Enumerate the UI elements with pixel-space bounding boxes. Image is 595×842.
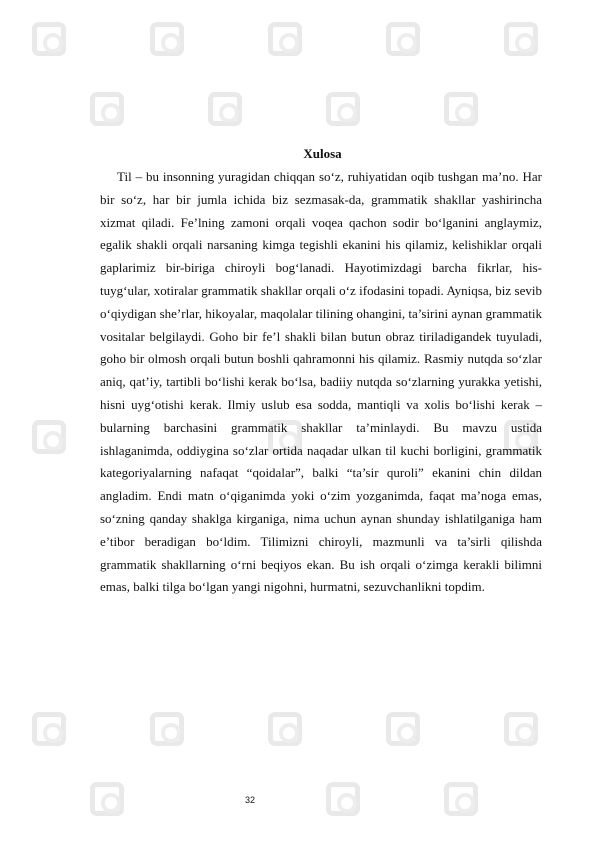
- watermark-logo-icon: [90, 782, 124, 816]
- watermark-logo-icon: [268, 22, 302, 56]
- watermark-logo-icon: [326, 782, 360, 816]
- watermark-logo-icon: [208, 92, 242, 126]
- document-title: Xulosa: [303, 146, 342, 161]
- watermark-logo-icon: [386, 712, 420, 746]
- body-paragraph: Til – bu insonning yuragidan chiqqan so‘z, ruhiyatidan oqib tushgan ma’no. Har bir so‘z, har bir jumla ichida biz sezmasak-da, grammatik shakllar yashirincha xizmat qiladi. Fe’lning zamoni orqali voqea qachon sodir bo‘lganini anglaymiz, egalik shakli orqali narsaning kimga tegishli ekanini his qilamiz, kelishiklar orqali gaplarimiz bir-biriga chiroyli bog‘lanadi. Hayotimizdagi barcha fikrlar, his-tuyg‘ular, xotiralar grammatik shakllar orqali o‘z ifodasini topadi. Ayniqsa, biz sevib o‘qiydigan she’rlar, hikoyalar, maqolalar tilining ohangini, ta’sirini aynan grammatik vositalar belgilaydi. Goho bir fe’l shakli bilan butun obraz tiriladigandek tuyuladi, goho bir olmosh orqali butun boshli qahramonni his qilamiz. Rasmiy nutqda so‘zlar aniq, qat’iy, tartibli bo‘lishi kerak bo‘lsa, badiiy nutqda so‘zlarning yurakka yetishi, hisni uyg‘otishi kerak. Ilmiy uslub esa sodda, mantiqli va xolis bo‘lishi kerak – bularning barchasini grammatik shakllar ta’minlaydi. Bu mavzu ustida ishlaganimda, oddiygina so‘zlar ortida naqadar ulkan til kuchi borligini, grammatik kategoriyalarning nafaqat “qoidalar”, balki “ta’sir quroli” ekanini chin dildan angladim. Endi matn o‘qiganimda yoki o‘zim yozganimda, faqat ma’noga emas, so‘zning qanday shaklga kirganiga, nima uchun aynan shunday ishlatilganiga ham e’tibor beradigan bo‘ldim. Tilimizni chiroyli, mazmunli va ta’sirli qilishda grammatik shakllarning o‘rni beqiyos ekan. Bu ish orqali o‘zimga kerakli bilimni emas, balki tilga bo‘lgan yangi nigohni, hurmatni, sezuvchanlikni topdim.: [100, 169, 542, 595]
- watermark-logo-icon: [386, 22, 420, 56]
- page-number: 32: [245, 795, 256, 805]
- watermark-logo-icon: [150, 712, 184, 746]
- watermark-logo-icon: [504, 22, 538, 56]
- watermark-logo-icon: [504, 712, 538, 746]
- watermark-logo-icon: [32, 712, 66, 746]
- watermark-logo-icon: [268, 712, 302, 746]
- watermark-logo-icon: [32, 420, 66, 454]
- watermark-logo-icon: [444, 92, 478, 126]
- watermark-logo-icon: [32, 22, 66, 56]
- watermark-logo-icon: [150, 22, 184, 56]
- watermark-logo-icon: [444, 782, 478, 816]
- watermark-logo-icon: [90, 92, 124, 126]
- watermark-logo-icon: [326, 92, 360, 126]
